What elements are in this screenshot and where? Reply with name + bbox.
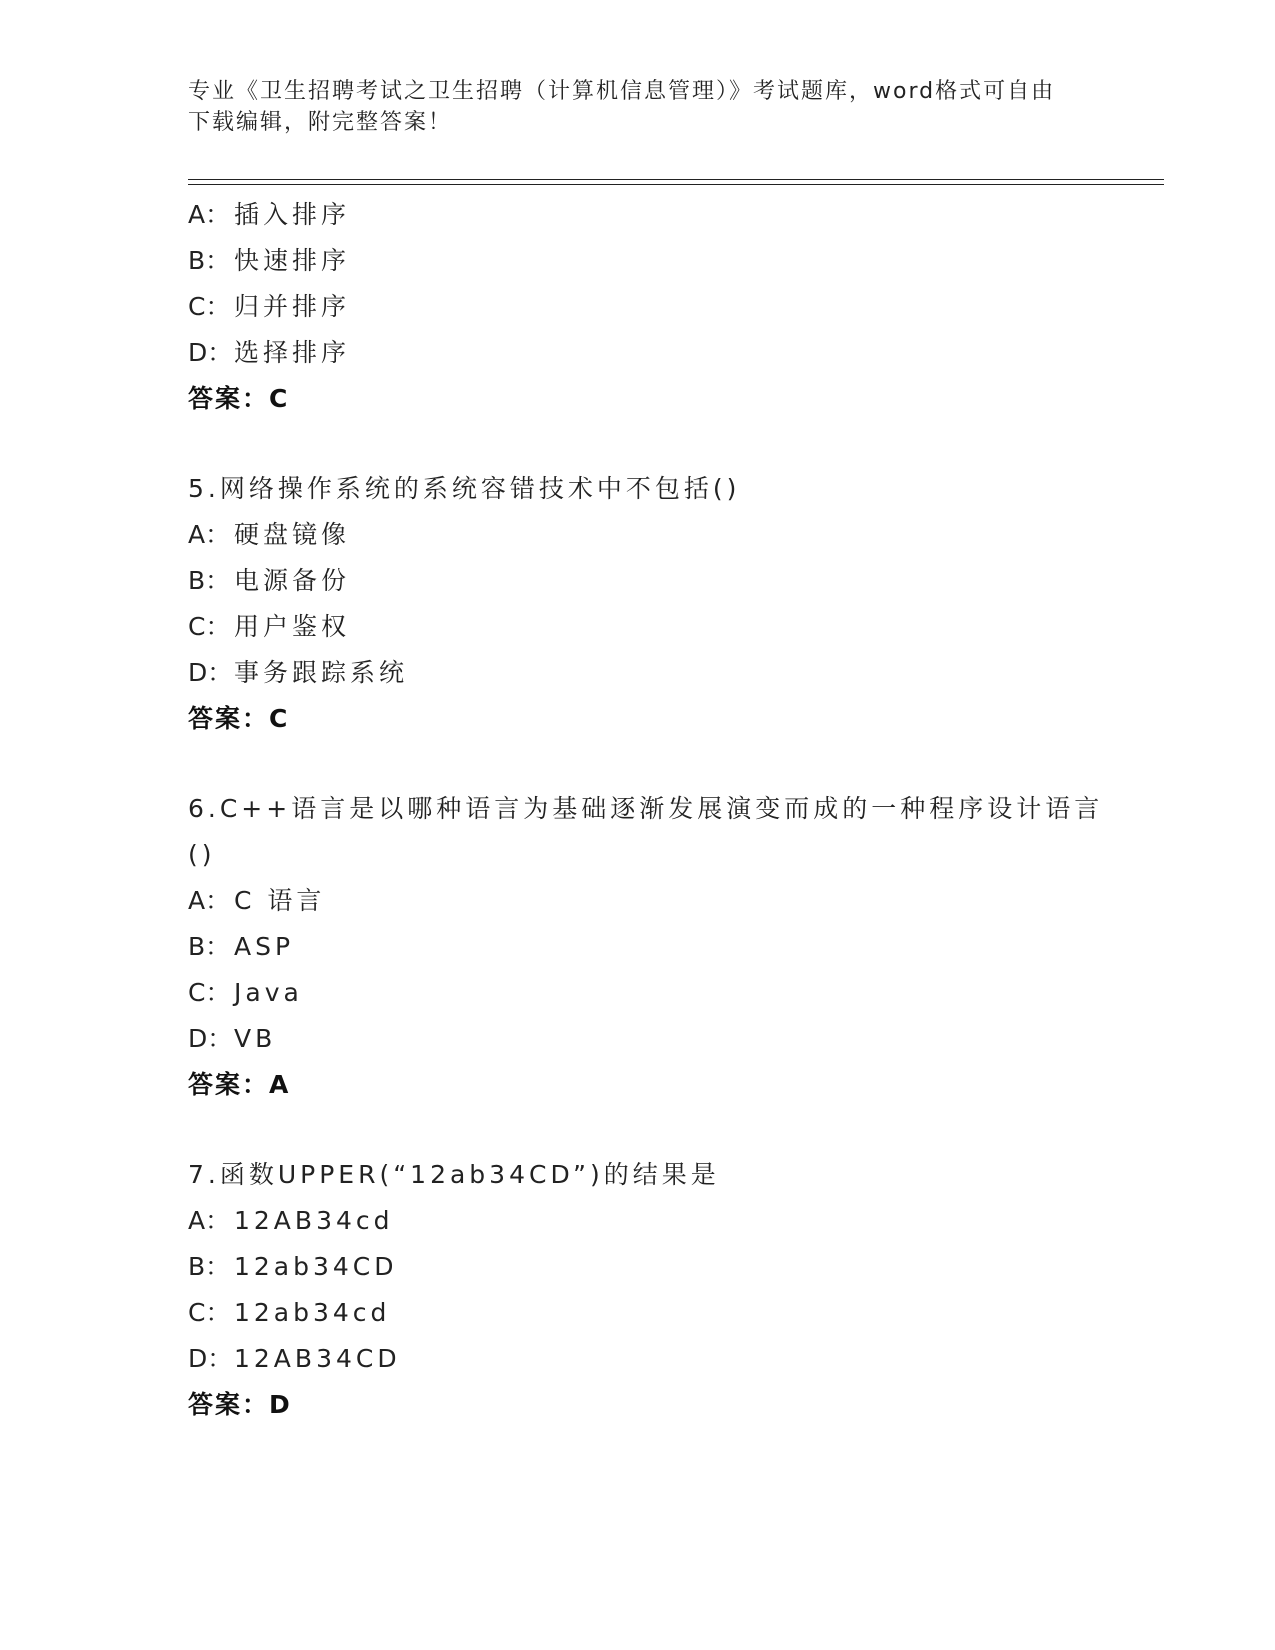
question-text-continued: ()	[188, 840, 216, 869]
option-b: B： 12ab34CD	[188, 1252, 398, 1281]
question-text: 6.C++语言是以哪种语言为基础逐渐发展演变而成的一种程序设计语言	[188, 794, 1104, 823]
question-6-block	[188, 786, 1104, 1108]
option-c: C： 12ab34cd	[188, 1298, 391, 1327]
answer-line: 答案：C	[188, 384, 290, 413]
header-divider-top	[188, 179, 1164, 180]
option-c: C： 归并排序	[188, 292, 351, 321]
option-a: A： 插入排序	[188, 200, 351, 229]
option-c: C： 用户鉴权	[188, 612, 351, 641]
question-list	[188, 192, 1104, 1428]
answer-line: 答案：C	[188, 704, 290, 733]
option-d: D：12AB34CD	[188, 1344, 401, 1373]
option-d: D：事务跟踪系统	[188, 658, 409, 687]
question-text: 7.函数UPPER(“12ab34CD”)的结果是	[188, 1160, 720, 1189]
option-d: D：选择排序	[188, 338, 351, 367]
option-c: C： Java	[188, 978, 303, 1007]
question-5-block	[188, 466, 1088, 742]
option-a: A： 硬盘镜像	[188, 520, 351, 549]
question-4-block	[188, 192, 1088, 422]
option-a: A： 12AB34cd	[188, 1206, 394, 1235]
option-b: B： 电源备份	[188, 566, 351, 595]
question-7-block	[188, 1152, 1088, 1428]
option-d: D：VB	[188, 1024, 277, 1053]
document-header: 专业《卫生招聘考试之卫生招聘（计算机信息管理）》考试题库，word格式可自由下载编辑，附完整答案！	[188, 79, 1056, 135]
option-b: B： 快速排序	[188, 246, 351, 275]
answer-line: 答案：A	[188, 1070, 291, 1099]
option-b: B： ASP	[188, 932, 295, 961]
question-text: 5.网络操作系统的系统容错技术中不包括()	[188, 474, 741, 503]
header-divider-bottom	[188, 184, 1164, 185]
answer-line: 答案：D	[188, 1390, 292, 1419]
option-a: A： C 语言	[188, 886, 326, 915]
